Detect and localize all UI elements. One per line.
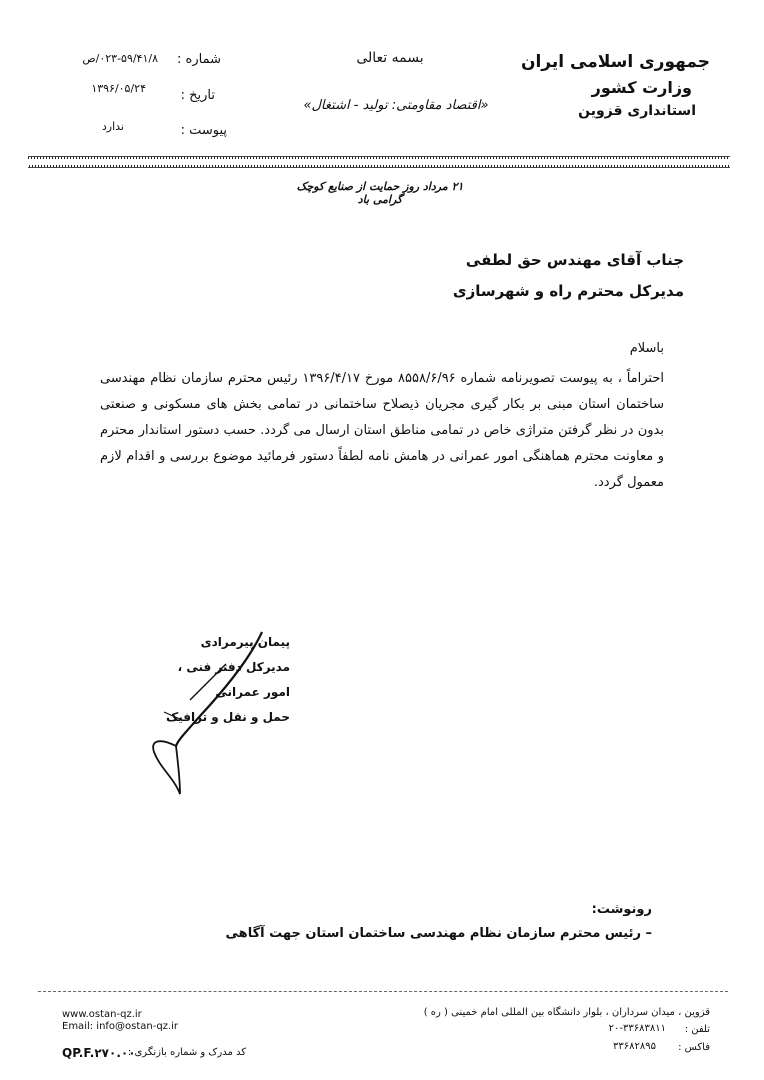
basmala: بسمه تعالی [356,50,424,66]
email-link[interactable]: Email: info@ostan-qz.ir [62,1021,179,1032]
cc-label: رونوشت: [591,902,652,917]
doc-code-label: کد مدرک و شماره بازنگری : [127,1047,246,1058]
date-label: تاریخ : [180,88,215,103]
phone-label: تلفن : [684,1024,710,1035]
number-value: ۰۲۳-۵۹/۴۱/۸/ص [82,52,158,65]
recipient-name: جناب آقای مهندس حق لطفی [465,251,684,269]
signatory-title-1: مدیرکل دفتر فنی ، امور عمرانی [177,660,290,699]
header-separator [28,156,730,168]
phone-value: ۲۰-۳۳۶۸۳۸۱۱ [608,1023,666,1034]
fax-value: ۳۳۶۸۲۸۹۵ [613,1041,656,1052]
footer-divider [38,991,728,992]
doc-code-value: QP.F.۲۷۰.۰۰ [62,1046,136,1060]
attachment-value: ندارد [101,120,124,133]
letter-body: احتراماً ، به پیوست تصویرنامه شماره ۸۵۵۸/۶/۹۶ مورخ ۱۳۹۶/۴/۱۷ رئیس محترم سازمان نظام مهندسی ساختمان استان مبنی بر بکار گیری مجریان ذیصلاح ساختمانی در تمامی بخش های مسکونی و صنعتی بدون در نظر گرفتن متراژی خاص در تمامی مناطق استان ارسال می گردد. حسب دستور استاندار محترم و معاونت محترم هماهنگی امور عمرانی در هامش نامه لطفاً دستور فرمائید موضوع بررسی و اقدام لازم معمول گردد. [100,371,664,490]
footer-address: قزوین ، میدان سرداران ، بلوار دانشگاه بین المللی امام خمینی ( ره ) [423,1007,710,1018]
signatory-name: پیمان پیرمرادی [200,635,290,649]
fax-label: فاکس : [678,1042,710,1053]
signatory-title-2: حمل و نقل و ترافیک [165,710,290,724]
slogan: ۲۱ مرداد روز حمایت از صنایع کوچک گرامی باد [296,180,464,206]
recipient-title: مدیرکل محترم راه و شهرسازی [452,282,684,300]
office-name: استانداری قزوین [578,103,696,119]
government-header [521,52,710,119]
signature-block [150,630,290,730]
website-link[interactable]: www.ostan-qz.ir [62,1009,142,1020]
greeting: باسلام [629,341,664,356]
country-name: جمهوری اسلامی ایران [520,52,710,72]
number-label: شماره : [177,52,221,67]
date-value: ۱۳۹۶/۰۵/۲۴ [91,82,146,95]
cc-item: – رئیس محترم سازمان نظام مهندسی ساختمان استان جهت آگاهی [225,926,652,941]
motto: «اقتصاد مقاومتی: تولید - اشتغال» [303,98,489,113]
ministry-name: وزارت کشور [591,78,692,97]
attachment-label: پیوست : [180,123,227,138]
